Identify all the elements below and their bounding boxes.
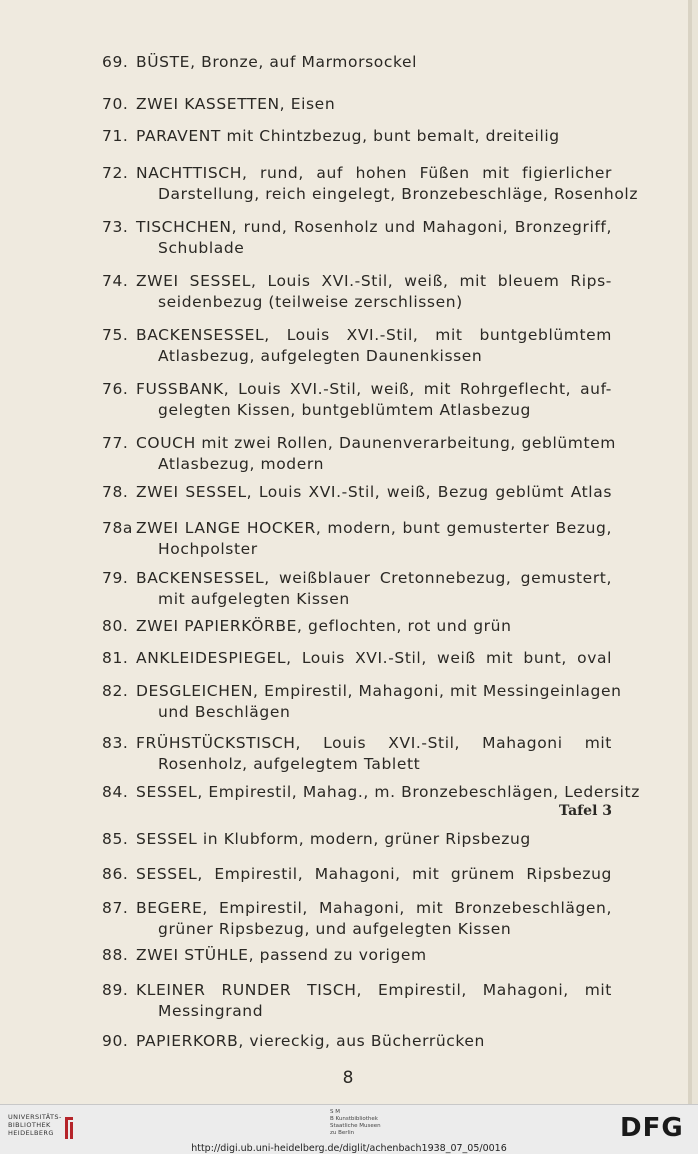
entry-title-line: ZWEI PAPIERKÖRBE, geflochten, rot und grün [136, 617, 512, 635]
entry-continuation-line: Rosenholz, aufgelegtem Tablett [158, 755, 421, 773]
entry-number: 70. [102, 95, 129, 113]
entry-title-line: FUSSBANK, Louis XVI.-Stil, weiß, mit Rohrgeflecht, auf- [136, 380, 612, 398]
entry-continuation-line: Atlasbezug, aufgelegten Daunenkissen [158, 347, 483, 365]
entry-continuation-line: grüner Ripsbezug, und aufgelegten Kissen [158, 920, 512, 938]
entry-number: 77. [102, 434, 129, 452]
entry-continuation-line: Schublade [158, 239, 245, 257]
entry-title-line: NACHTTISCH, rund, auf hohen Füßen mit figierlicher [136, 164, 612, 182]
entry-title-line: SESSEL in Klubform, modern, grüner Ripsbezug [136, 830, 531, 848]
entry-number: 87. [102, 899, 129, 917]
permalink-url[interactable]: http://digi.ub.uni-heidelberg.de/diglit/achenbach1938_07_05/0016 [191, 1143, 507, 1154]
entry-number: 78. [102, 483, 129, 501]
entry-number: 85. [102, 830, 129, 848]
entry-number: 88. [102, 946, 129, 964]
entry-title-line: SESSEL, Empirestil, Mahagoni, mit grünem Ripsbezug [136, 865, 612, 883]
entry-title-line: ANKLEIDESPIEGEL, Louis XVI.-Stil, weiß mit bunt, oval [136, 649, 612, 667]
entry-number: 76. [102, 380, 129, 398]
entry-title-line: BEGERE, Empirestil, Mahagoni, mit Bronzebeschlägen, [136, 899, 612, 917]
university-logo-icon[interactable] [62, 1115, 76, 1141]
university-name [8, 1113, 62, 1137]
entry-title-line: KLEINER RUNDER TISCH, Empirestil, Mahagoni, mit [136, 981, 612, 999]
entry-number: 73. [102, 218, 129, 236]
entry-title-line: BACKENSESSEL, weißblauer Cretonnebezug, gemustert, [136, 569, 612, 587]
entry-number: 84. [102, 783, 129, 801]
entry-number: 79. [102, 569, 129, 587]
entry-number: 78a [102, 519, 134, 537]
entry-title-line: COUCH mit zwei Rollen, Daunenverarbeitung, geblümtem [136, 434, 616, 452]
entry-title-line: PARAVENT mit Chintzbezug, bunt bemalt, dreiteilig [136, 127, 560, 145]
university-line: UNIVERSITÄTS- [8, 1113, 62, 1121]
entry-title-line: PAPIERKORB, viereckig, aus Bücherrücken [136, 1032, 485, 1050]
entry-number: 69. [102, 53, 129, 71]
entry-number: 75. [102, 326, 129, 344]
museum-line: zu Berlin [330, 1130, 355, 1136]
entry-title-line: ZWEI SESSEL, Louis XVI.-Stil, weiß, mit bleuem Rips- [136, 272, 612, 290]
entry-continuation-line: Atlasbezug, modern [158, 455, 324, 473]
museum-credit [330, 1109, 381, 1137]
entry-number: 86. [102, 865, 129, 883]
entry-number: 74. [102, 272, 129, 290]
entry-number: 81. [102, 649, 129, 667]
entry-number: 82. [102, 682, 129, 700]
entry-title-line: SESSEL, Empirestil, Mahag., m. Bronzebeschlägen, Ledersitz [136, 783, 640, 801]
entry-number: 90. [102, 1032, 129, 1050]
entry-number: 80. [102, 617, 129, 635]
entry-title-line: TISCHCHEN, rund, Rosenholz und Mahagoni, Bronzegriff, [136, 218, 612, 236]
dfg-logo[interactable]: DFG [620, 1113, 684, 1143]
entry-continuation-line: seidenbezug (teilweise zerschlissen) [158, 293, 463, 311]
entry-title-line: BÜSTE, Bronze, auf Marmorsockel [136, 53, 418, 71]
entry-continuation-line: und Beschlägen [158, 703, 291, 721]
museum-line: B Kunstbibliothek [330, 1116, 378, 1122]
entry-title-line: ZWEI SESSEL, Louis XVI.-Stil, weiß, Bezug geblümt Atlas [136, 483, 612, 501]
entry-title-line: DESGLEICHEN, Empirestil, Mahagoni, mit Messingeinlagen [136, 682, 622, 700]
entry-number: 83. [102, 734, 129, 752]
entry-title-line: FRÜHSTÜCKSTISCH, Louis XVI.-Stil, Mahagoni mit [136, 734, 612, 752]
entry-number: 89. [102, 981, 129, 999]
museum-line: S M [330, 1109, 340, 1115]
entry-continuation-line: Darstellung, reich eingelegt, Bronzebeschläge, Rosenholz [158, 185, 639, 203]
entry-continuation-line: Messingrand [158, 1002, 264, 1020]
entry-title-line: ZWEI STÜHLE, passend zu vorigem [136, 946, 427, 964]
museum-line: Staatliche Museen [330, 1123, 381, 1129]
entry-number: 71. [102, 127, 129, 145]
entry-title-line: ZWEI LANGE HOCKER, modern, bunt gemusterter Bezug, [136, 519, 612, 537]
page-number: 8 [342, 1068, 354, 1088]
university-line: BIBLIOTHEK [8, 1121, 51, 1129]
tafel-label: Tafel 3 [558, 803, 612, 819]
entry-continuation-line: gelegten Kissen, buntgeblümtem Atlasbezug [158, 401, 531, 419]
viewer-footer [0, 1104, 698, 1154]
entry-title-line: BACKENSESSEL, Louis XVI.-Stil, mit buntgeblümtem [136, 326, 612, 344]
university-line: HEIDELBERG [8, 1129, 54, 1137]
entry-continuation-line: Hochpolster [158, 540, 258, 558]
entry-title-line: ZWEI KASSETTEN, Eisen [136, 95, 336, 113]
entry-continuation-line: mit aufgelegten Kissen [158, 590, 350, 608]
entry-number: 72. [102, 164, 129, 182]
